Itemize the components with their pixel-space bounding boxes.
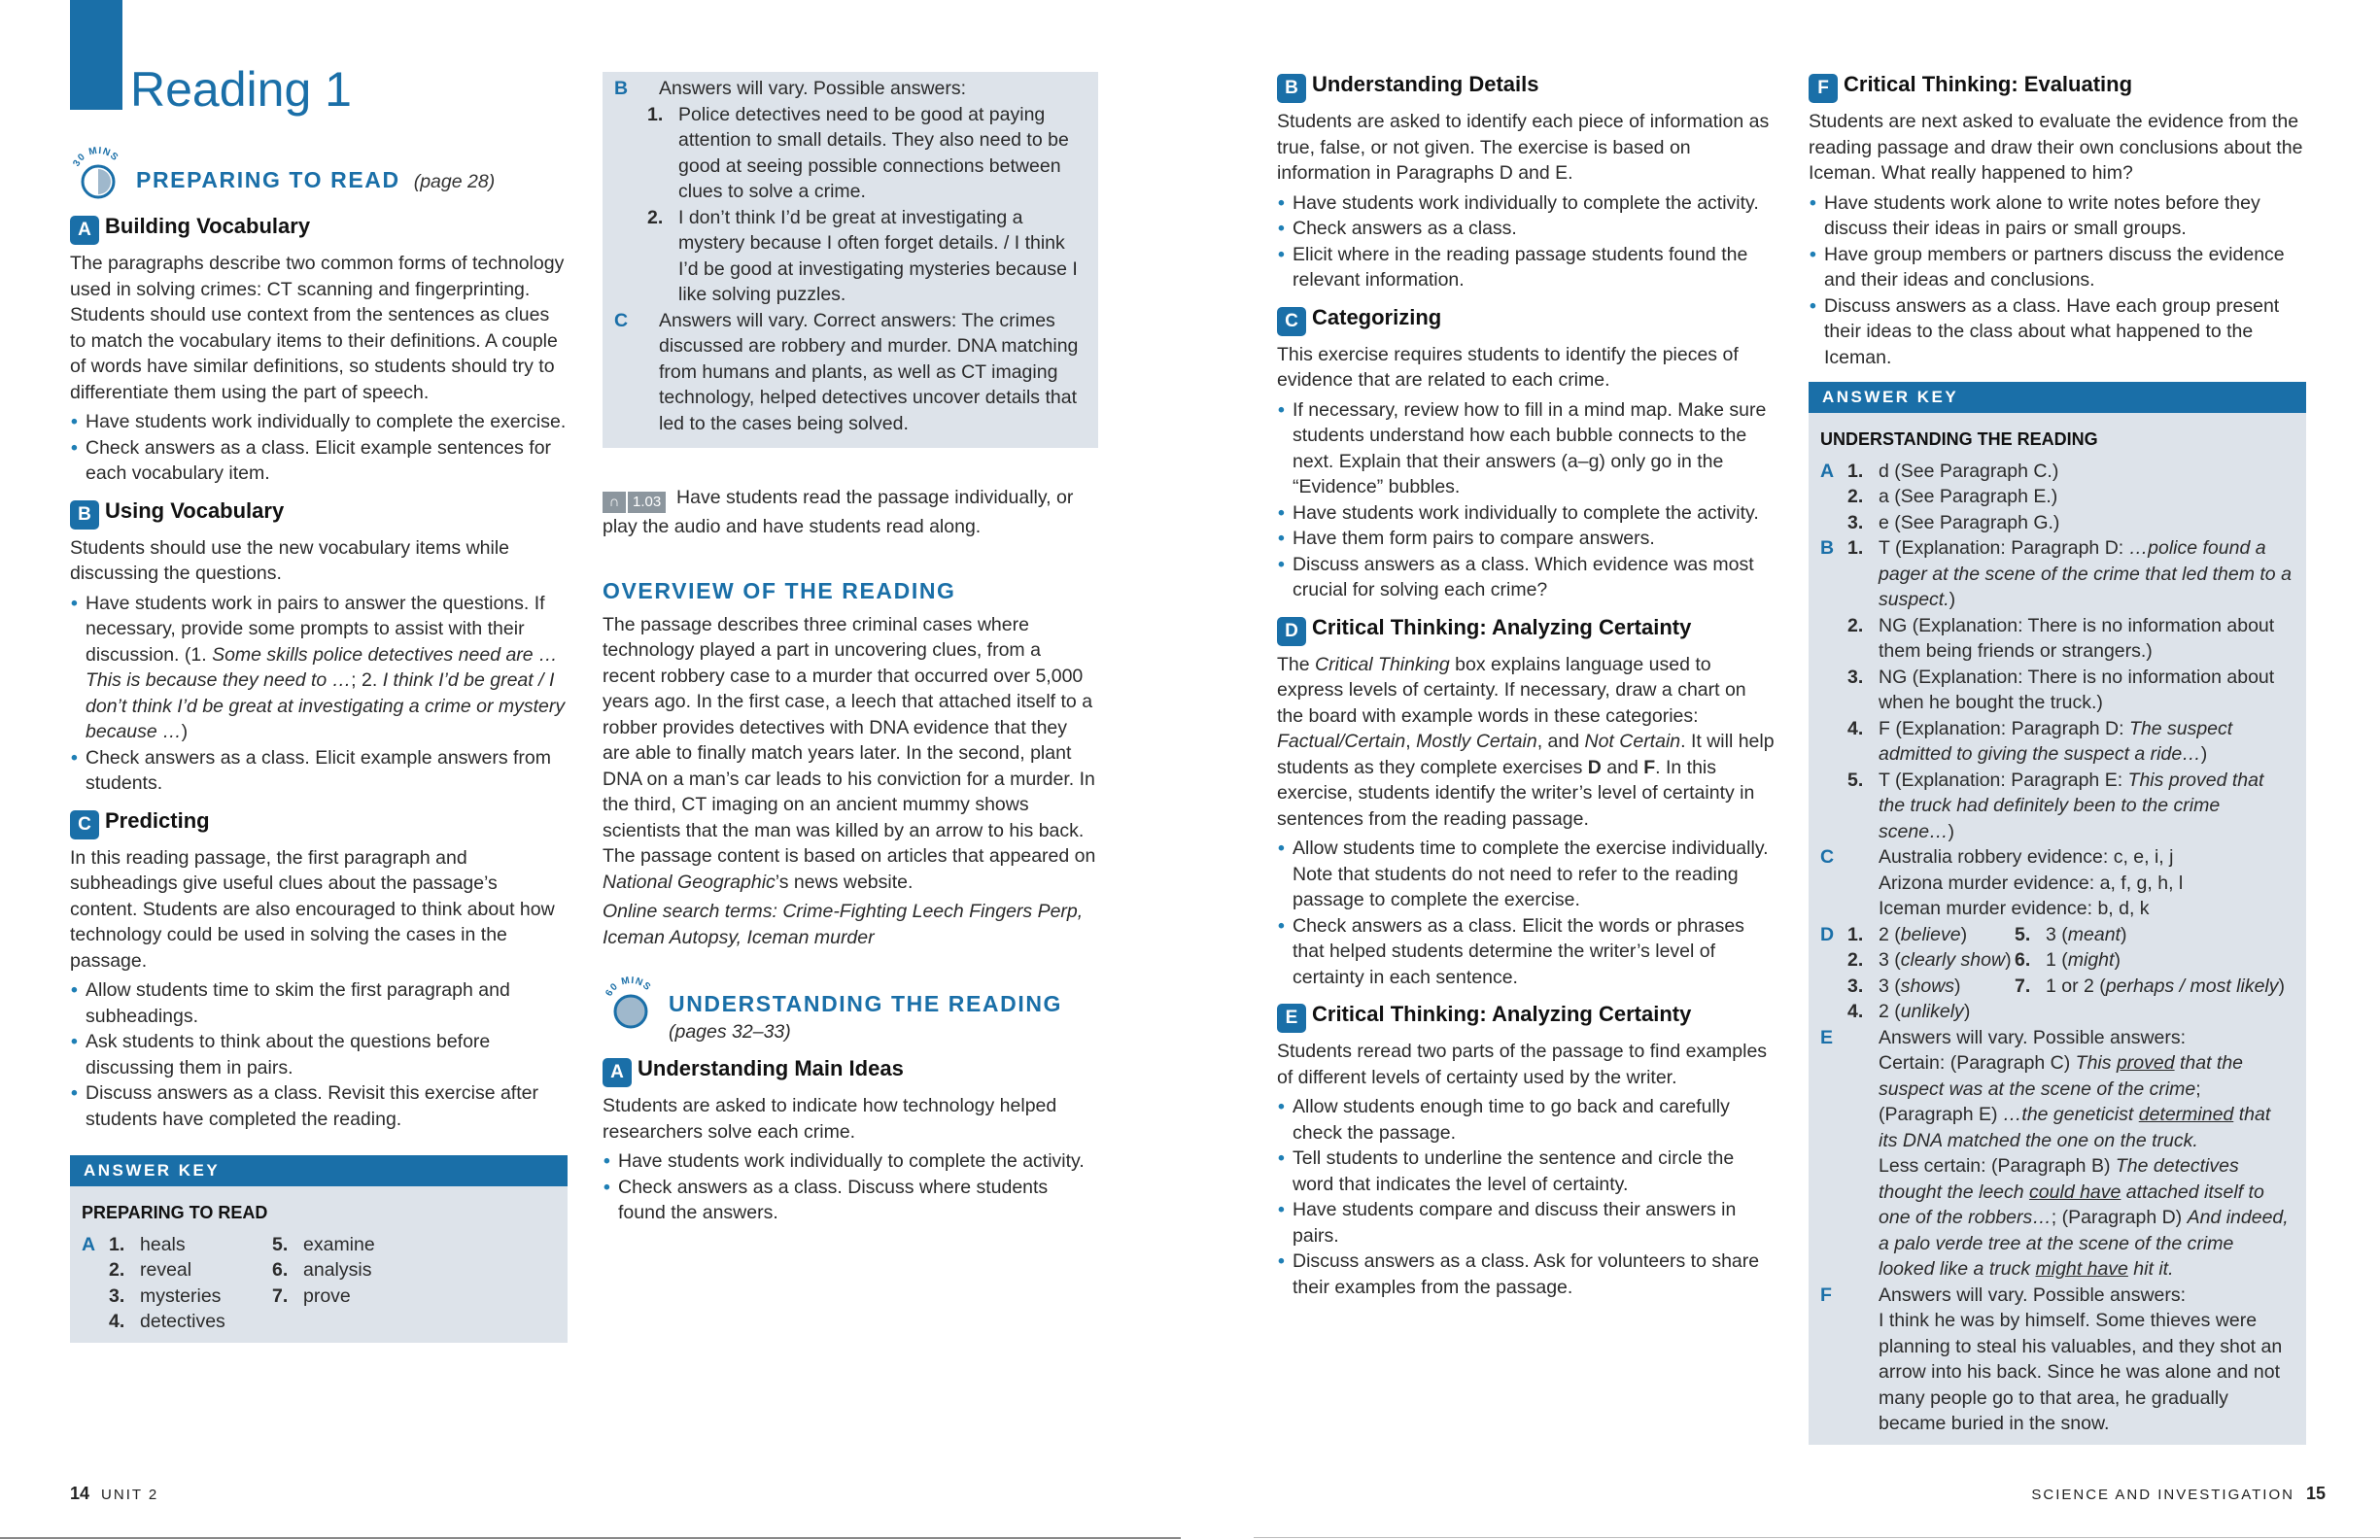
bullet-list <box>70 977 568 1132</box>
activity-d-title: D Critical Thinking: Analyzing Certainty <box>1277 615 1777 646</box>
list-item: • Allow students time to skim the first paragraph and subheadings. <box>70 977 568 1029</box>
paragraph: The paragraphs describe two common forms of technology used in solving crimes: CT scanning and fingerprinting. Students should use context from the sentences as clues to match the vocabulary items to their definitions. A couple of words have similar definitions, so students should try to differentiate them using the part of speech. <box>70 253 565 403</box>
activity-a-title: A Building Vocabulary <box>70 214 568 245</box>
list-item: • Check answers as a class. Elicit example answers from students. <box>70 745 568 797</box>
bullet-list <box>1809 190 2306 371</box>
unit-title: SCIENCE AND INVESTIGATION <box>2031 1487 2294 1503</box>
answer-key-continued: B Answers will vary. Possible answers: 1. Police detectives need to be good at paying attention to small details. They also need to be good at seeing possible connections between clues to solve a crime. 2. I don’t think I’d be great at investigating a mystery because I often forget details. / I think I’d be good at investigating mysteries because I like solving puzzles. C Answers will vary. Correct answers: The crimes discussed are robbery and murder. DNA matching from humans and plants, as well as CT imaging technology, helped detectives uncover details that led to the cases being solved. <box>603 72 1098 448</box>
list-item: • Have students work alone to write notes before they discuss their ideas in pairs or small groups. <box>1809 190 2306 242</box>
bullet-list <box>1277 1094 1777 1300</box>
badge-e: E <box>1277 1004 1306 1033</box>
list-item: • Check answers as a class. Elicit the words or phrases that helped students determine the writer’s level of certainty in each sentence. <box>1277 913 1777 991</box>
list-item: • Ask students to think about the questions before discussing them in pairs. <box>70 1029 568 1080</box>
list-item: • Check answers as a class. Elicit example sentences for each vocabulary item. <box>70 435 568 487</box>
column-2 <box>603 72 1098 1232</box>
unit-label: UNIT 2 <box>101 1487 159 1503</box>
page-fold-divider <box>1254 1537 2380 1538</box>
audio-instruction: ∩ 1.03 Have students read the passage individually, or play the audio and have students read along. <box>603 487 1074 537</box>
section-heading: UNDERSTANDING THE READING <box>669 991 1063 1016</box>
paragraph: Students reread two parts of the passage to find examples of different levels of certainty used by the writer. <box>1277 1041 1768 1088</box>
list-item: • Elicit where in the reading passage students found the relevant information. <box>1277 242 1777 293</box>
answer-key-understanding <box>1809 382 2306 1445</box>
activity-b-title: B Understanding Details <box>1277 72 1777 103</box>
list-item: • If necessary, review how to fill in a mind map. Make sure students understand how each bubble connects to the next. Explain that their answers (a–g) only go in the “Evidence” bubbles. <box>1277 397 1777 500</box>
badge-b: B <box>1277 74 1306 103</box>
answer-key-title: PREPARING TO READ <box>82 1203 268 1222</box>
svg-text:30 MINS: 30 MINS <box>71 146 121 169</box>
list-item: • Have students compare and discuss their answers in pairs. <box>1277 1197 1777 1249</box>
clock-30-mins-icon <box>70 146 126 202</box>
list-item: • Have group members or partners discuss the evidence and their ideas and conclusions. <box>1809 242 2306 293</box>
list-item: • Tell students to underline the sentence and circle the word that indicates the level of certainty. <box>1277 1146 1777 1197</box>
list-item: • Check answers as a class. Discuss where students found the answers. <box>603 1175 1098 1226</box>
activity-f-title: F Critical Thinking: Evaluating <box>1809 72 2306 103</box>
bullet-list <box>1277 836 1777 990</box>
list-item: • Have students work individually to complete the exercise. <box>70 409 568 435</box>
audio-track[interactable]: ∩ 1.03 <box>603 488 666 514</box>
activity-b-title: B Using Vocabulary <box>70 498 568 530</box>
bullet-list <box>70 591 568 797</box>
list-item: • Discuss answers as a class. Have each group present their ideas to the class about what happened to the Iceman. <box>1809 293 2306 371</box>
bullet-list <box>70 409 568 487</box>
answer-key-title: UNDERSTANDING THE READING <box>1820 429 2098 449</box>
clock-60-mins-icon <box>603 975 659 1032</box>
list-item: • Have students work individually to complete the activity. <box>603 1148 1098 1175</box>
section-understanding-the-reading <box>603 975 1098 1044</box>
paragraph: In this reading passage, the first paragraph and subheadings give useful clues about the passage’s content. Students are also encouraged to think about how technology could be used in solving the cases in the passage. <box>70 846 555 972</box>
column-4 <box>1809 68 2306 1445</box>
badge-a: A <box>603 1058 632 1087</box>
activity-e-title: E Critical Thinking: Analyzing Certainty <box>1277 1002 1777 1033</box>
answer-key-header: ANSWER KEY <box>1809 382 2306 413</box>
list-item: • Have students work individually to complete the activity. <box>1277 190 1777 217</box>
headphones-icon: ∩ <box>603 492 626 513</box>
page-ref: (page 28) <box>413 171 496 192</box>
bullet-list <box>1277 397 1777 603</box>
title-accent-bar <box>70 0 122 110</box>
search-terms: Online search terms: Crime-Fighting Leech Fingers Perp, Iceman Autopsy, Iceman murder <box>603 901 1084 948</box>
list-item: • Have students work individually to complete the activity. <box>1277 500 1777 527</box>
paragraph: This exercise requires students to identify the pieces of evidence that are related to each crime. <box>1277 343 1739 391</box>
badge-c: C <box>70 810 99 839</box>
badge-d: D <box>1277 617 1306 646</box>
paragraph: The passage describes three criminal cases where technology played a part in uncovering clues, from a recent robbery case to a murder that occurred over 5,000 years ago. In the first case, a leech that attached itself to a robber provides detectives with DNA evidence that they are able to finally match years later. In the second, plant DNA on a man’s car leads to his conviction for a murder. In the third, CT imaging on an ancient mummy shows scientists that the man was killed by an arrow to his back. The passage content is based on articles that appeared on National Geographic’s news website. <box>603 613 1096 893</box>
list-item: • Have them form pairs to compare answers. <box>1277 526 1777 552</box>
paragraph: Students should use the new vocabulary items while discussing the questions. <box>70 536 510 584</box>
list-item: • Have students work in pairs to answer the questions. If necessary, provide some prompts to assist with their discussion. (1. Some skills police detectives need are … This is because they need to …; 2. I think I’d be great / I don’t think I’d be great at investigating a crime or mystery because …) <box>70 591 568 745</box>
bullet-list <box>603 1148 1098 1226</box>
badge-c: C <box>1277 307 1306 336</box>
activity-c-title: C Categorizing <box>1277 305 1777 336</box>
list-item: • Allow students enough time to go back and carefully check the passage. <box>1277 1094 1777 1146</box>
section-preparing-to-read <box>70 146 568 202</box>
answer-key-body <box>70 1186 568 1343</box>
footer-right <box>2031 1484 2337 1504</box>
answer-letter: A <box>82 1233 96 1255</box>
section-heading: PREPARING TO READ <box>136 167 400 192</box>
page-ref: (pages 32–33) <box>669 1020 791 1043</box>
badge-a: A <box>70 216 99 245</box>
paragraph: Students are asked to indicate how technology helped researchers solve each crime. <box>603 1095 1057 1143</box>
list-item: • Check answers as a class. <box>1277 216 1777 242</box>
paragraph: Students are next asked to evaluate the evidence from the reading passage and draw their own conclusions about the Iceman. What really happened to him? <box>1809 111 2303 184</box>
activity-c-title: C Predicting <box>70 808 568 839</box>
svg-text:60 MINS: 60 MINS <box>604 975 653 999</box>
page-title: Reading 1 <box>130 62 352 117</box>
list-item: • Discuss answers as a class. Which evidence was most crucial for solving each crime? <box>1277 552 1777 603</box>
paragraph: The Critical Thinking box explains language used to express levels of certainty. If necessary, draw a chart on the board with example words in these categories: Factual/Certain, Mostly Certain, and Not Certain. It will help students as they complete exercises D and F. In this exercise, students identify the writer’s level of certainty in sentences from the reading passage. <box>1277 653 1775 830</box>
list-item: • Allow students time to complete the exercise individually. Note that students do not need to refer to the reading passage to complete the exercise. <box>1277 836 1777 913</box>
bullet-list <box>1277 190 1777 293</box>
answer-key-header: ANSWER KEY <box>70 1155 568 1186</box>
list-item: • Discuss answers as a class. Revisit this exercise after students have completed the reading. <box>70 1080 568 1132</box>
answer-key-body: UNDERSTANDING THE READING A 1. d (See Paragraph C.) 2. a (See Paragraph E.) 3. e (See Paragraph G.) B 1. T (Explanation: Paragraph D: …police found a pager at the scene of the crime that led them to a suspect.) 2. NG (Explanation: There is no information about them being friends or strangers.) 3. NG (Explanation: There is no information about when he bought the truck.) 4. F (Explanation: Paragraph D: The suspect admitted to giving the suspect a ride…) 5. T (Explanation: Paragraph E: This proved that the truck had definitely been to the crime scene…) C Australia robbery evidence: c, e, i, j Arizona murder evidence: a, f, g, h, l Iceman murder evidence: b, d, k D 1. 2 (believe) 2. 3 (clearly show) 3. 3 (shows) 4. 2 (unlikely) 5. 3 (meant) 6. 1 (might) 7. 1 or 2 (perhaps / most likely) E Answers will vary. Possible answers: Certain: (Paragraph C) This proved that the suspect was at the scene of the crime; (Paragraph E) …the geneticist determined that its DNA matched the one on the truck. Less certain: (Paragraph B) The detectives thought the leech could have attached itself to one of the robbers…; (Paragraph D) And indeed, a palo verde tree at the scene of the crime looked like a truck might have hit it. F Answers will vary. Possible answers: I think he was by himself. Some thieves were planning to steal his valuables, and they shot an arrow into his back. Since he was alone and not many people go to that area, he gradually became buried in the snow. <box>1809 413 2306 1445</box>
paragraph: Students are asked to identify each piece of information as true, false, or not given. The exercise is based on information in Paragraphs D and E. <box>1277 111 1770 184</box>
page-fold-divider <box>0 1537 1181 1539</box>
page-number-right: 15 <box>2305 1484 2326 1503</box>
answer-key-preparing <box>70 1155 568 1343</box>
column-1 <box>70 138 568 1343</box>
section-heading: OVERVIEW OF THE READING <box>603 578 956 603</box>
answer-rows: A 1. heals 2. reveal 3. mysteries 4. detectives 5. examine 6. analysis 7. prove <box>82 1232 556 1335</box>
badge-f: F <box>1809 74 1838 103</box>
list-item: • Discuss answers as a class. Ask for volunteers to share their examples from the passage. <box>1277 1249 1777 1300</box>
footer-left <box>58 1484 158 1504</box>
badge-b: B <box>70 500 99 530</box>
page-number-left: 14 <box>70 1484 90 1503</box>
activity-a-title: A Understanding Main Ideas <box>603 1056 1098 1087</box>
column-3 <box>1277 68 1777 1306</box>
